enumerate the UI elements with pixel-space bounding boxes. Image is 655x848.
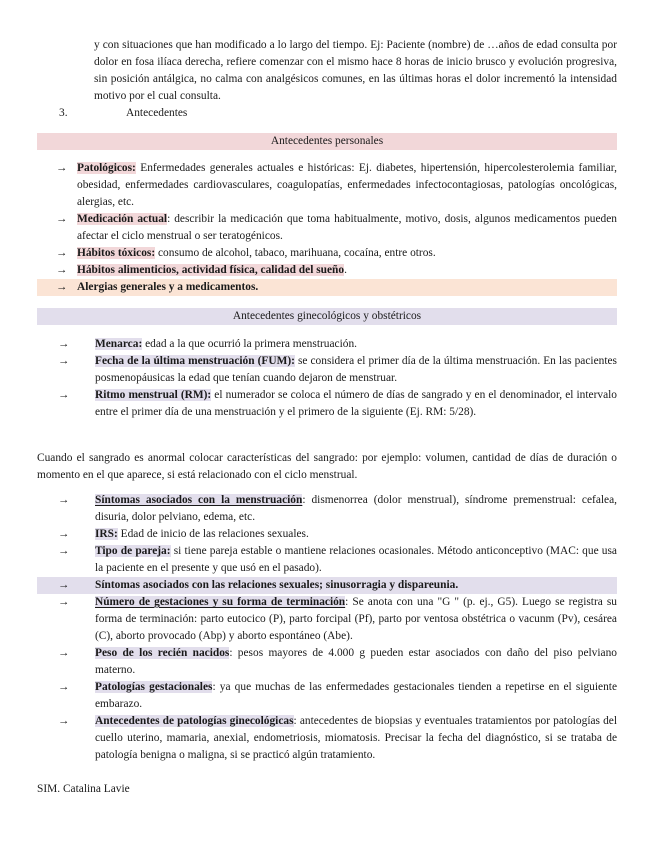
item-text: edad a la que ocurrió la primera menstruación. <box>142 338 357 350</box>
item-term: Síntomas asociados con las relaciones sexuales; sinusorragia y dispareunia. <box>95 579 459 591</box>
item-term: Patológicos: <box>77 162 136 174</box>
arrow-icon: → <box>58 338 70 350</box>
item-text: Enfermedades generales actuales e históricas: Ej. diabetes, hipertensión, hipercolesterolemia familiar, obesidad, enfermedades cardiovasculares, coagulopatías, enfermedades infectocontagiosas, patologías oncológicas, alergias, etc. <box>77 162 617 208</box>
list-item <box>37 577 617 594</box>
list-item <box>37 160 617 211</box>
arrow-icon: → <box>58 596 70 608</box>
arrow-icon: → <box>58 389 70 401</box>
signature: SIM. Catalina Lavie <box>37 783 130 795</box>
list-item <box>37 353 617 387</box>
arrow-icon: → <box>58 494 70 506</box>
item-term: Fecha de la última menstruación (FUM): <box>95 355 295 367</box>
item-text: : dismenorrea (dolor menstrual), síndrome premenstrual: cefalea, disuria, dolor pelviano, edema, etc. <box>95 494 618 523</box>
arrow-icon: → <box>58 579 70 591</box>
list-item <box>37 211 617 245</box>
item-term: Síntomas asociados con la menstruación <box>95 494 303 506</box>
arrow-icon: → <box>56 247 68 259</box>
item-text: si tiene pareja estable o mantiene relaciones ocasionales. Método anticonceptivo (MAC: que usa la paciente en el presente y que usó en el pasado). <box>95 545 617 574</box>
list-item <box>37 387 617 421</box>
item-text: se considera el primer día de la última menstruación. En las pacientes posmenopáusicas la edad que tenían cuando dejaron de menstruar. <box>95 355 617 384</box>
arrow-icon: → <box>58 715 70 727</box>
intro-paragraph: y con situaciones que han modificado a lo largo del tiempo. Ej: Paciente (nombre) de …años de edad consulta por dolor en fosa ilíaca derecha, refiere comenzar con el mismo hace 8 horas de inicio brusco y evolución progresiva, sin posición antálgica, no calma con analgésicos comunes, en las últimas horas el dolor incrementó la intensidad motivo por el cual consulta. <box>94 39 617 102</box>
list-item <box>37 645 617 679</box>
list-item <box>37 336 617 353</box>
item-term: Alergias generales y a medicamentos. <box>77 281 259 293</box>
item-text: consumo de alcohol, tabaco, marihuana, cocaína, entre otros. <box>155 247 436 259</box>
arrow-icon: → <box>56 281 68 293</box>
arrow-icon: → <box>56 162 68 174</box>
more-history-list <box>37 492 617 764</box>
gyneco-history-header: Antecedentes ginecológicos y obstétricos <box>37 308 617 325</box>
list-item <box>37 492 617 526</box>
item-term: IRS: <box>95 528 118 540</box>
item-text: el numerador se coloca el número de días de sangrado y en el denominador, el intervalo entre el primer día de una menstruación y el primero de la siguiente (Ej. RM: 5/28). <box>95 389 617 418</box>
section-heading <box>59 105 187 122</box>
item-term: Medicación actual <box>77 213 168 225</box>
list-item <box>37 679 617 713</box>
list-item <box>37 526 617 543</box>
list-item <box>37 713 617 764</box>
item-text: : describir la medicación que toma habitualmente, motivo, dosis, algunos medicamentos pueden afectar el ciclo menstrual o ser teratogénicos. <box>77 213 617 242</box>
item-term: Patologías gestacionales <box>95 681 213 693</box>
arrow-icon: → <box>58 681 70 693</box>
list-item <box>37 594 617 645</box>
item-text: Edad de inicio de las relaciones sexuales. <box>117 528 309 540</box>
item-term: Antecedentes de patologías ginecológicas <box>95 715 294 727</box>
item-text: : antecedentes de biopsias y eventuales tratamientos por patologías del cuello uterino, mamaria, anexial, endometriosis, miomatosis. Precisar la fecha del diagnóstico, si se trataba de patología benigna o maligna, si se practicó algún tratamiento. <box>95 715 618 761</box>
item-term: Número de gestaciones y su forma de terminación <box>95 596 346 608</box>
item-term: Ritmo menstrual (RM): <box>95 389 212 401</box>
list-item <box>37 543 617 577</box>
list-item <box>37 245 617 262</box>
arrow-icon: → <box>58 647 70 659</box>
item-term: Peso de los recién nacidos <box>95 647 230 659</box>
item-term: Hábitos tóxicos: <box>77 247 156 259</box>
arrow-icon: → <box>56 264 68 276</box>
item-text: : Se anota con una "G " (p. ej., G5). Luego se registra su forma de terminación: parto eutocico (P), parto forcipal (Pf), parto por ventosa obstétrica o vacunm (Pv), cesárea (C), aborto provocado (Abp) y aborto espontáneo (Abe). <box>95 596 617 642</box>
item-term: Tipo de pareja: <box>95 545 171 557</box>
personal-history-header: Antecedentes personales <box>37 133 617 150</box>
item-term: Menarca: <box>95 338 143 350</box>
arrow-icon: → <box>58 545 70 557</box>
list-item <box>37 279 617 296</box>
list-item <box>37 262 617 279</box>
item-text: : pesos mayores de 4.000 g pueden estar asociados con daño del piso pelviano materno. <box>95 647 617 676</box>
section-title: Antecedentes <box>126 107 188 119</box>
personal-history-list <box>37 160 617 296</box>
arrow-icon: → <box>56 213 68 225</box>
arrow-icon: → <box>58 528 70 540</box>
item-text: . <box>344 264 347 276</box>
item-term: Hábitos alimenticios, actividad física, calidad del sueño <box>77 264 345 276</box>
bleeding-note-paragraph: Cuando el sangrado es anormal colocar características del sangrado: por ejemplo: volumen, cantidad de días de duración o momento en el que aparece, si está relacionado con el ciclo menstrual. <box>37 452 617 481</box>
item-text: : ya que muchas de las enfermedades gestacionales tienden a repetirse en el siguiente embarazo. <box>95 681 618 710</box>
section-number: 3. <box>59 107 68 119</box>
arrow-icon: → <box>58 355 70 367</box>
gyneco-history-list <box>37 336 617 421</box>
